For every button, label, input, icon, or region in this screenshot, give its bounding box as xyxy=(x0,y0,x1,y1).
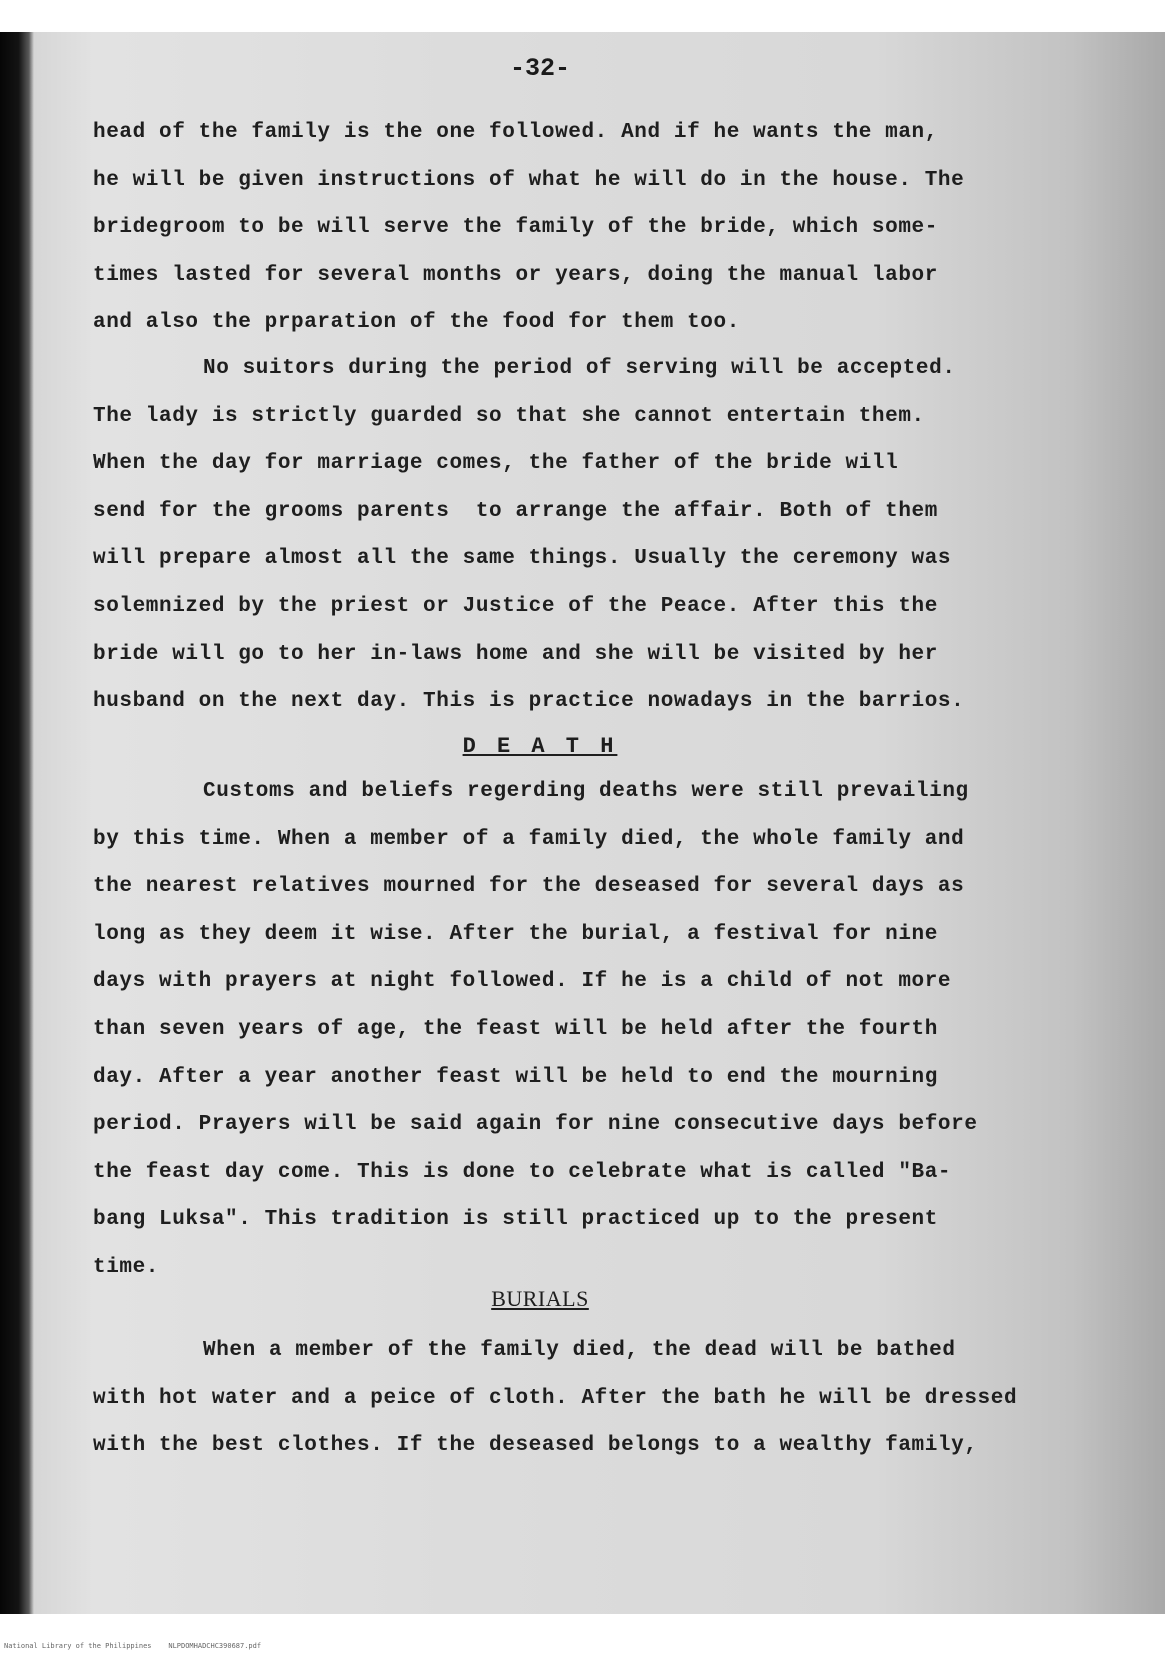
paragraph-marriage-continued xyxy=(93,109,1123,347)
text-line: the nearest relatives mourned for the deseased for several days as xyxy=(93,875,965,899)
text-line: husband on the next day. This is practice nowadays in the barrios. xyxy=(93,690,965,714)
text-line: No suitors during the period of serving will be accepted. xyxy=(203,357,956,380)
text-line: The lady is strictly guarded so that she cannot entertain them. xyxy=(93,404,925,428)
scan-edge-shadow xyxy=(0,32,34,1614)
text-line: When a member of the family died, the dead will be bathed xyxy=(203,1339,956,1362)
text-line: bang Luksa". This tradition is still practiced up to the present xyxy=(93,1208,938,1232)
paragraph-burials xyxy=(93,1327,1123,1470)
text-line: solemnized by the priest or Justice of the Peace. After this the xyxy=(93,594,938,618)
text-line: the feast day come. This is done to celebrate what is called "Ba- xyxy=(93,1160,952,1184)
text-line: long as they deem it wise. After the burial, a festival for nine xyxy=(93,922,938,946)
text-line: with the best clothes. If the deseased belongs to a wealthy family, xyxy=(93,1434,978,1458)
text-line: bridegroom to be will serve the family of the bride, which some- xyxy=(93,216,938,240)
text-line: period. Prayers will be said again for nine consecutive days before xyxy=(93,1113,978,1137)
text-line: Customs and beliefs regerding deaths were still prevailing xyxy=(203,780,969,803)
text-line: days with prayers at night followed. If he is a child of not more xyxy=(93,970,952,994)
text-line: than seven years of age, the feast will be held after the fourth xyxy=(93,1017,938,1041)
text-line: and also the prparation of the food for them too. xyxy=(93,311,740,335)
text-line: When the day for marriage comes, the father of the bride will xyxy=(93,452,899,476)
text-line: head of the family is the one followed. And if he wants the man, xyxy=(93,121,938,144)
text-line: bride will go to her in-laws home and she will be visited by her xyxy=(93,642,938,666)
heading-burials: BURIALS xyxy=(491,1286,589,1311)
footer-source-line: National Library of the Philippines NLPDOMHADCHC390687.pdf xyxy=(4,1642,262,1650)
text-line: he will be given instructions of what he will do in the house. The xyxy=(93,168,965,192)
text-line: time. xyxy=(93,1255,160,1279)
paragraph-death-customs xyxy=(93,768,1123,1292)
paragraph-suitors xyxy=(93,345,1123,726)
heading-death: D E A T H xyxy=(462,734,618,759)
text-line: by this time. When a member of a family died, the whole family and xyxy=(93,827,965,851)
page-number: -32- xyxy=(509,54,570,83)
text-line: with hot water and a peice of cloth. After the bath he will be dressed xyxy=(93,1386,1018,1410)
text-line: day. After a year another feast will be held to end the mourning xyxy=(93,1065,938,1089)
scanned-page xyxy=(0,32,1165,1614)
text-line: will prepare almost all the same things. Usually the ceremony was xyxy=(93,547,952,571)
text-line: send for the grooms parents to arrange the affair. Both of them xyxy=(93,499,938,523)
text-line: times lasted for several months or years, doing the manual labor xyxy=(93,263,938,287)
